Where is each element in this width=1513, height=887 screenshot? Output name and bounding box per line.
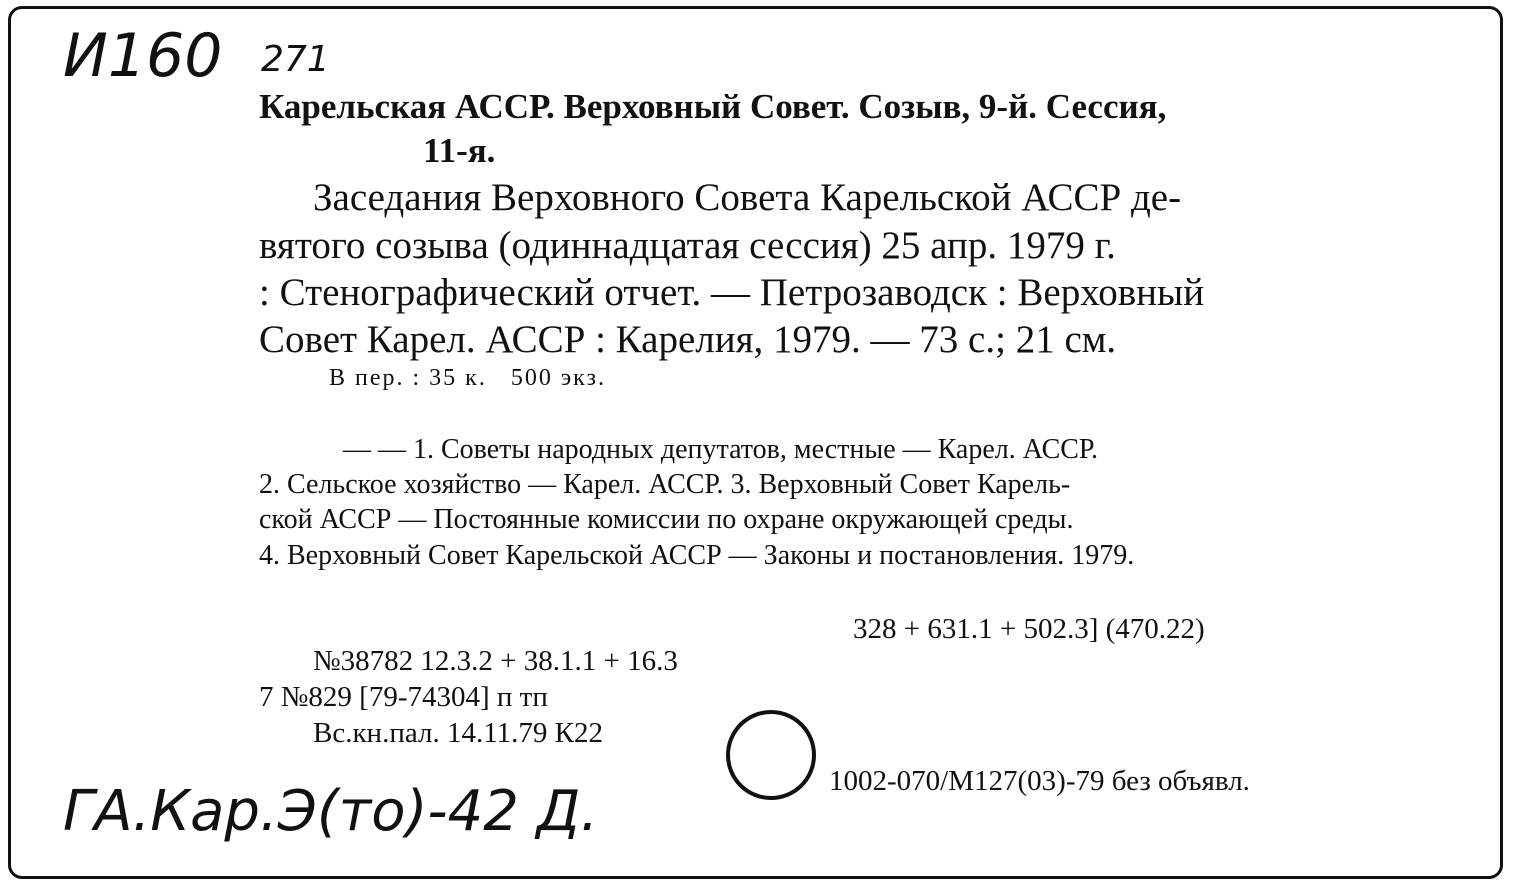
handwritten-shelfmark: ГА.Кар.Э(то)-42 Д. (63, 779, 599, 844)
description-line-4: Совет Карел. АССР : Карелия, 1979. — 73 с.; 21 см. (259, 318, 1117, 361)
subject-line-4: 4. Верховный Совет Карельской АССР — Законы и постановления. 1979. (259, 540, 1135, 571)
card-heading-line-2: 11-я. (423, 131, 496, 170)
handwritten-number: 271 (261, 39, 330, 80)
description-line-3: : Стенографический отчет. — Петрозаводск : Верховный (259, 271, 1205, 314)
bbk-code-line: 1002-070/М127(03)-79 без объявл. (829, 765, 1250, 797)
punch-hole-circle (716, 699, 826, 809)
description-line-2: вятого созыва (одиннадцатая сессия) 25 апр. 1979 г. (259, 224, 1116, 267)
registration-number: №38782 12.3.2 + 38.1.1 + 16.3 (313, 645, 678, 677)
subject-line-2: 2. Сельское хозяйство — Карел. АССР. 3. Верховный Совет Карель- (259, 469, 1071, 500)
classification-index: 328 + 631.1 + 502.3] (470.22) (853, 613, 1205, 645)
order-number: 7 №829 [79-74304] п тп (259, 681, 548, 713)
description-line-1: Заседания Верховного Совета Карельской АССР де- (313, 176, 1182, 219)
catalog-card (8, 6, 1503, 879)
book-chamber-line: Вс.кн.пал. 14.11.79 К22 (313, 717, 603, 749)
subject-line-1: — — 1. Советы народных депутатов, местные — Карел. АССР. (343, 434, 1099, 465)
subject-line-3: ской АССР — Постоянные комиссии по охране окружающей среды. (259, 504, 1074, 535)
card-heading-line-1: Карельская АССР. Верховный Совет. Созыв, 9-й. Сессия, (259, 87, 1167, 126)
price-circulation: В пер. : 35 к. 500 экз. (329, 365, 606, 391)
handwritten-call-number: И160 (63, 21, 223, 91)
